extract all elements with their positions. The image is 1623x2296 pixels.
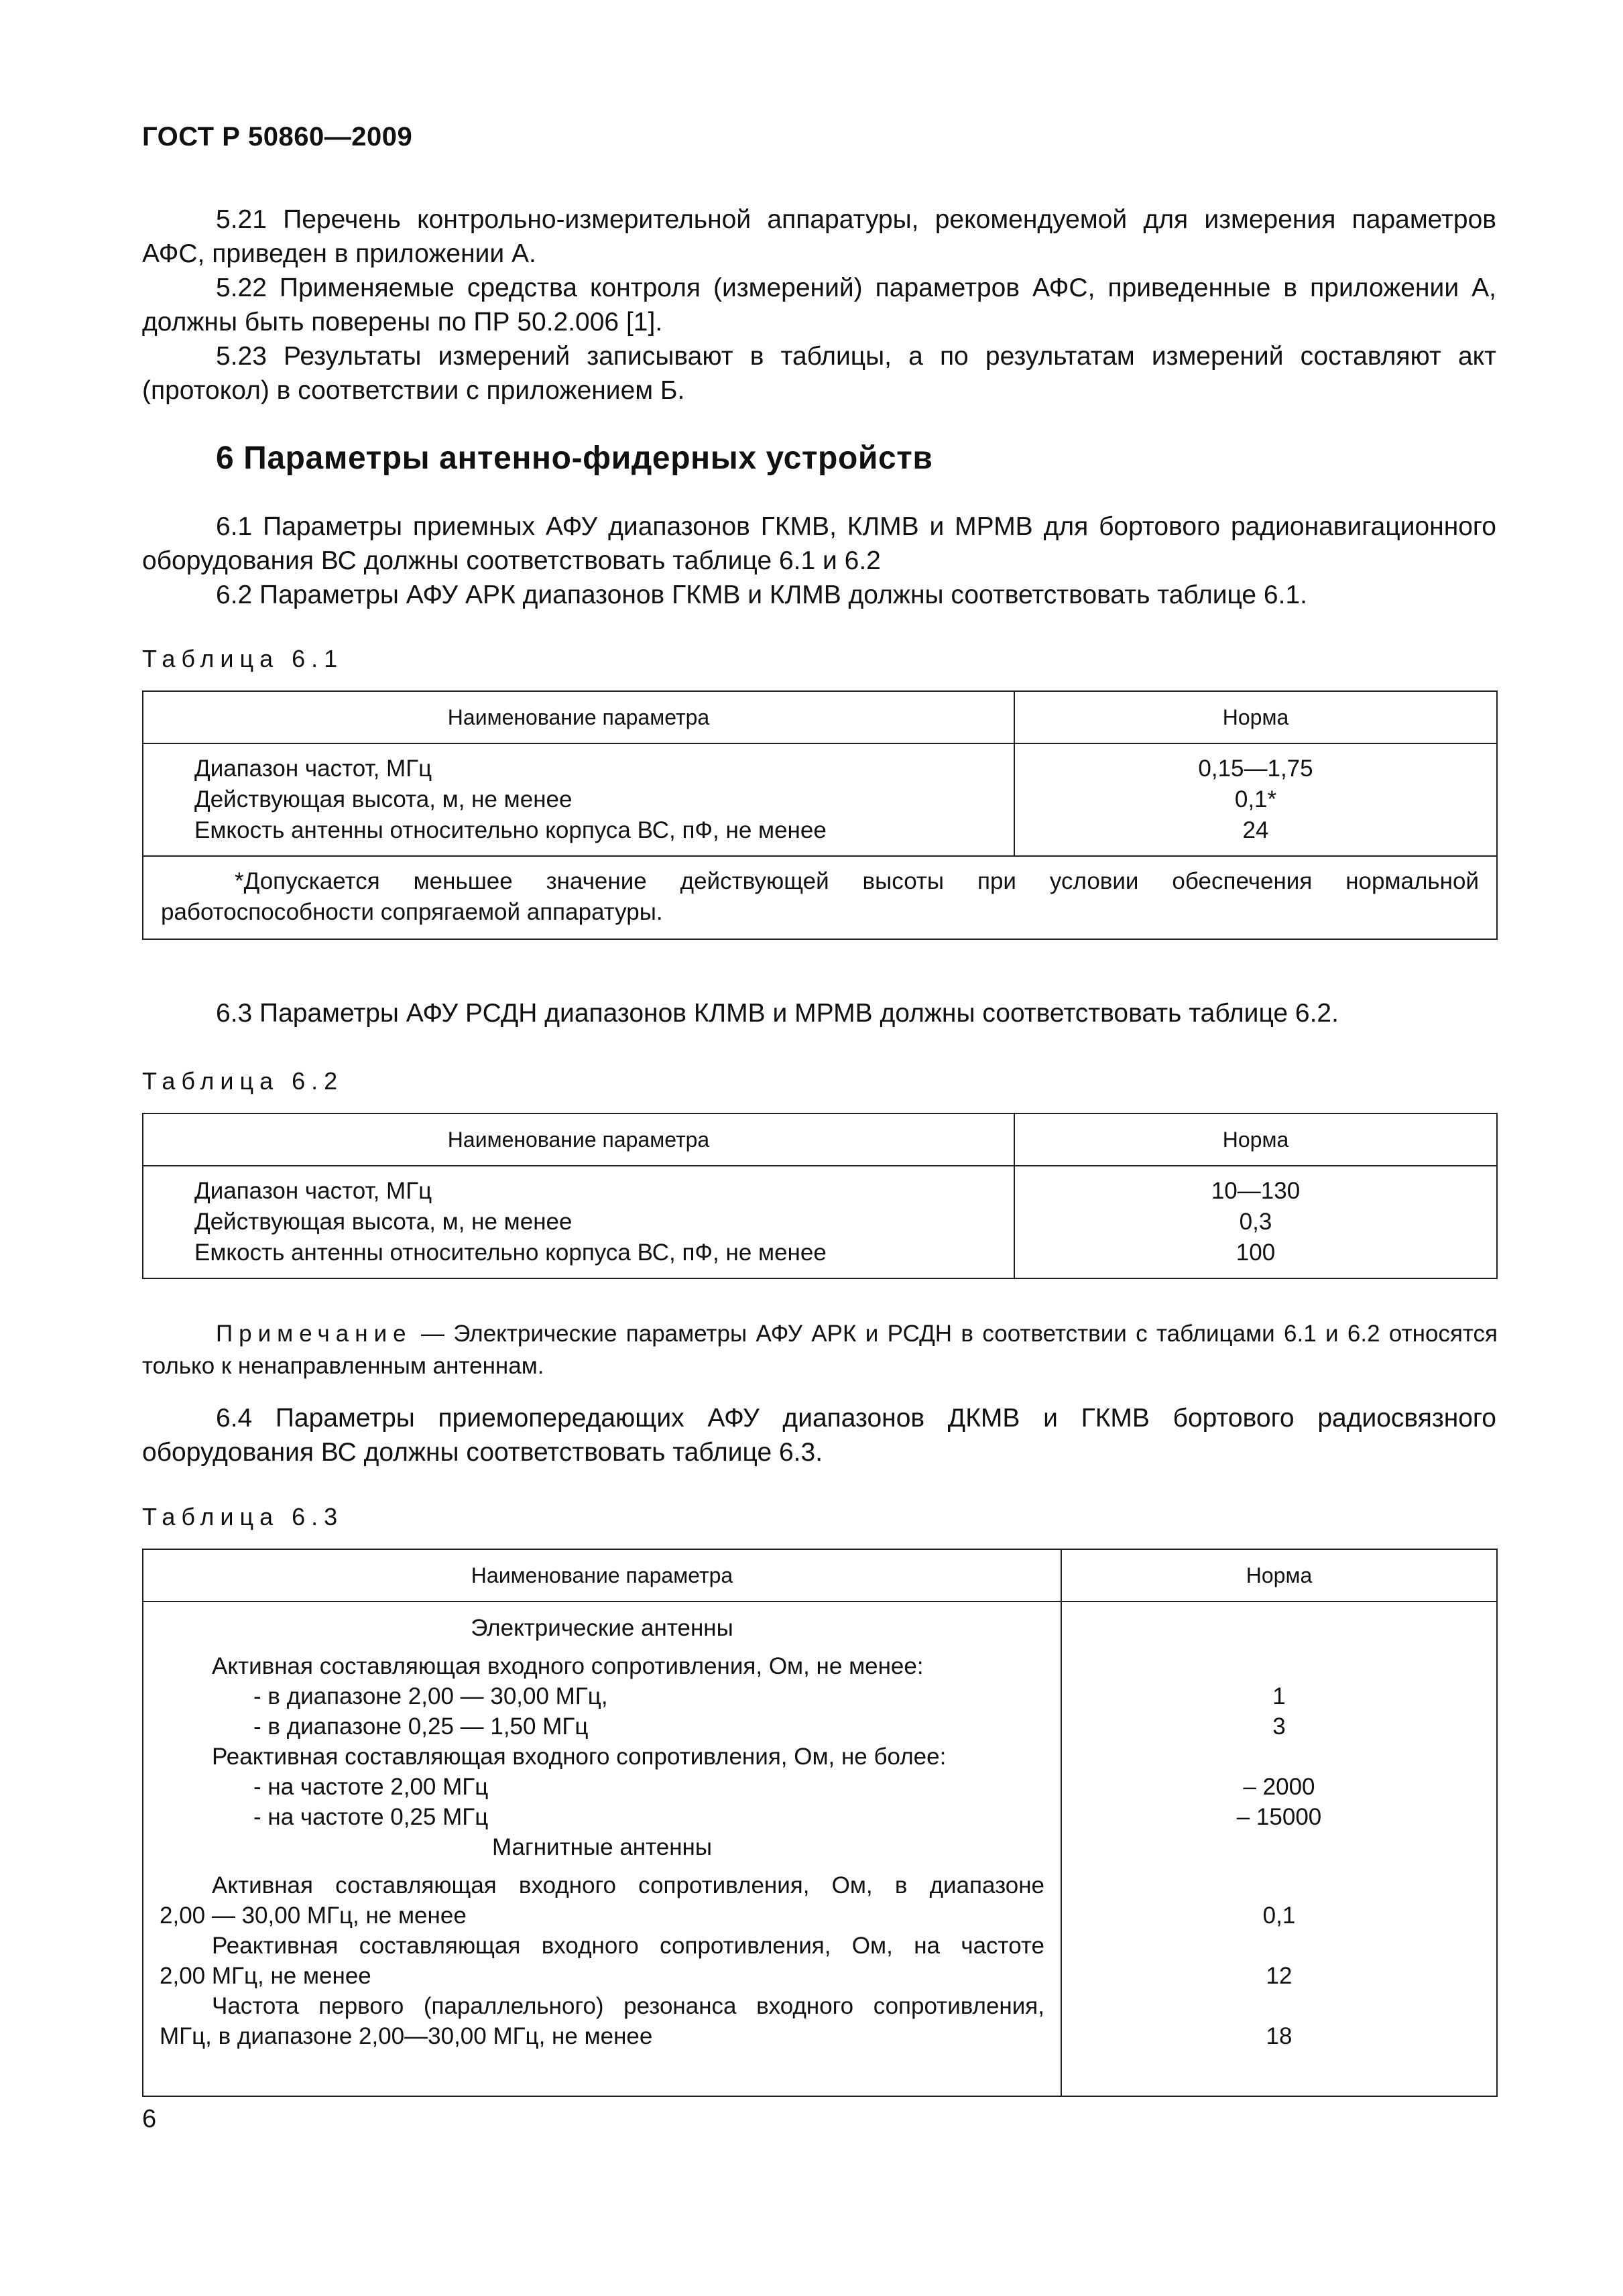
note-block	[142, 1318, 1498, 1382]
paragraph-6-3: 6.3 Параметры АФУ РСДН диапазонов КЛМВ и МРМВ должны соответствовать таблице 6.2.	[216, 999, 1339, 1028]
table-row-norm: 0,3	[1239, 1209, 1272, 1235]
table-norm-cell	[1061, 1602, 1497, 2096]
table-row-norm: 10—130	[1211, 1178, 1301, 1204]
table-6-2	[142, 1113, 1498, 1279]
table-norm-cell	[1014, 1166, 1497, 1278]
paragraph-5-21: 5.21 Перечень контрольно-измерительной аппаратуры, рекомендуемой для измерения параметров АФС, приведен в приложении А.	[142, 205, 1496, 268]
table-norm-cell	[1014, 743, 1497, 856]
paragraph-6-3-block	[142, 996, 1496, 1030]
table-header-param: Наименование параметра	[143, 1549, 1061, 1602]
table-param-cell	[143, 1166, 1014, 1278]
paragraph-6-4: 6.4 Параметры приемопередающих АФУ диапазонов ДКМВ и ГКМВ бортового радиосвязного оборудования ВС должны соответствовать таблице 6.3.	[142, 1404, 1496, 1467]
table-header-norm: Норма	[1061, 1549, 1497, 1602]
table-row-norm: 0,15—1,75	[1198, 756, 1313, 782]
magnetic-row-1-norm: 0,1	[1262, 1902, 1296, 1929]
reactive-resistance-label: Реактивная составляющая входного сопротивления, Ом, не более:	[212, 1744, 947, 1770]
magnetic-row-3-line-b: МГц, в диапазоне 2,00—30,00 МГц, не менее	[160, 2023, 653, 2049]
intro-block	[142, 202, 1496, 408]
table-footnote	[143, 856, 1497, 939]
table-header-param: Наименование параметра	[143, 691, 1014, 743]
note-text	[142, 1318, 1498, 1382]
magnetic-row-1-line-b: 2,00 — 30,00 МГц, не менее	[160, 1902, 467, 1929]
table-row-param: Действующая высота, м, не менее	[194, 786, 573, 812]
paragraph-6-4-block	[142, 1401, 1496, 1469]
reactive-freq-2-norm: – 15000	[1236, 1804, 1322, 1830]
table-row-param: Емкость антенны относительно корпуса ВС, пФ, не менее	[194, 817, 827, 843]
magnetic-row-3-norm: 18	[1266, 2023, 1293, 2049]
document-header: ГОСТ Р 50860—2009	[142, 122, 413, 152]
magnetic-row-1-line-a: Активная составляющая входного сопротивления, Ом, в диапазоне	[212, 1872, 1044, 1898]
table-6-2-caption: Таблица 6.2	[142, 1067, 344, 1095]
reactive-freq-2: - на частоте 0,25 МГц	[253, 1804, 489, 1830]
note-body: — Электрические параметры АФУ АРК и РСДН в соответствии с таблицами 6.1 и 6.2 относятся только к ненаправленным антеннам.	[142, 1321, 1498, 1379]
active-range-1: - в диапазоне 2,00 — 30,00 МГц,	[253, 1683, 608, 1709]
active-range-2-norm: 3	[1272, 1713, 1286, 1740]
paragraph-6-2: 6.2 Параметры АФУ АРК диапазонов ГКМВ и КЛМВ должны соответствовать таблице 6.1.	[216, 581, 1307, 609]
reactive-freq-1: - на частоте 2,00 МГц	[253, 1774, 489, 1800]
paragraph-5-23: 5.23 Результаты измерений записывают в таблицы, а по результатам измерений составляют акт (протокол) в соответствии с приложением Б.	[142, 342, 1496, 405]
footnote-text: *Допускается меньшее значение действующей высоты при условии обеспечения нормальной работоспособности сопрягаемой аппаратуры.	[161, 868, 1479, 925]
active-range-1-norm: 1	[1272, 1683, 1286, 1709]
table-6-3-caption: Таблица 6.3	[142, 1503, 344, 1530]
table-row-norm: 0,1*	[1234, 786, 1277, 812]
magnetic-row-2-line-a: Реактивная составляющая входного сопротивления, Ом, на частоте	[212, 1933, 1044, 1959]
table-6-3	[142, 1549, 1498, 2097]
magnetic-row-2-norm: 12	[1266, 1963, 1293, 1989]
table-row-param: Диапазон частот, МГц	[194, 1178, 432, 1204]
table-header-param: Наименование параметра	[143, 1113, 1014, 1166]
section-intro-block	[142, 509, 1496, 612]
paragraph-6-1: 6.1 Параметры приемных АФУ диапазонов ГКМВ, КЛМВ и МРМВ для бортового радионавигационного оборудования ВС должны соответствовать таблице 6.1 и 6.2	[142, 512, 1496, 575]
magnetic-row-3-line-a: Частота первого (параллельного) резонанса входного сопротивления,	[212, 1993, 1044, 2019]
page-number: 6	[142, 2105, 157, 2133]
note-label: Примечание	[216, 1321, 412, 1347]
table-row-norm: 24	[1242, 817, 1269, 843]
table-param-cell	[143, 1602, 1061, 2096]
table-6-1-caption: Таблица 6.1	[142, 645, 344, 672]
magnetic-row-2-line-b: 2,00 МГц, не менее	[160, 1963, 371, 1989]
table-row-norm: 100	[1236, 1240, 1276, 1266]
active-range-2: - в диапазоне 0,25 — 1,50 МГц	[253, 1713, 589, 1740]
table-6-1	[142, 690, 1498, 940]
electric-antennas-title: Электрические антенны	[471, 1615, 733, 1641]
table-row-param: Действующая высота, м, не менее	[194, 1209, 573, 1235]
table-row-param: Емкость антенны относительно корпуса ВС, пФ, не менее	[194, 1240, 827, 1266]
magnetic-antennas-title: Магнитные антенны	[491, 1834, 713, 1860]
reactive-freq-1-norm: – 2000	[1243, 1774, 1315, 1800]
table-header-norm: Норма	[1014, 691, 1497, 743]
table-header-norm: Норма	[1014, 1113, 1497, 1166]
paragraph-5-22: 5.22 Применяемые средства контроля (измерений) параметров АФС, приведенные в приложении А, должны быть поверены по ПР 50.2.006 [1].	[142, 274, 1496, 337]
active-resistance-label: Активная составляющая входного сопротивления, Ом, не менее:	[212, 1653, 924, 1679]
table-param-cell	[143, 743, 1014, 856]
table-row-param: Диапазон частот, МГц	[194, 756, 432, 782]
section-title: 6 Параметры антенно-фидерных устройств	[216, 440, 933, 476]
